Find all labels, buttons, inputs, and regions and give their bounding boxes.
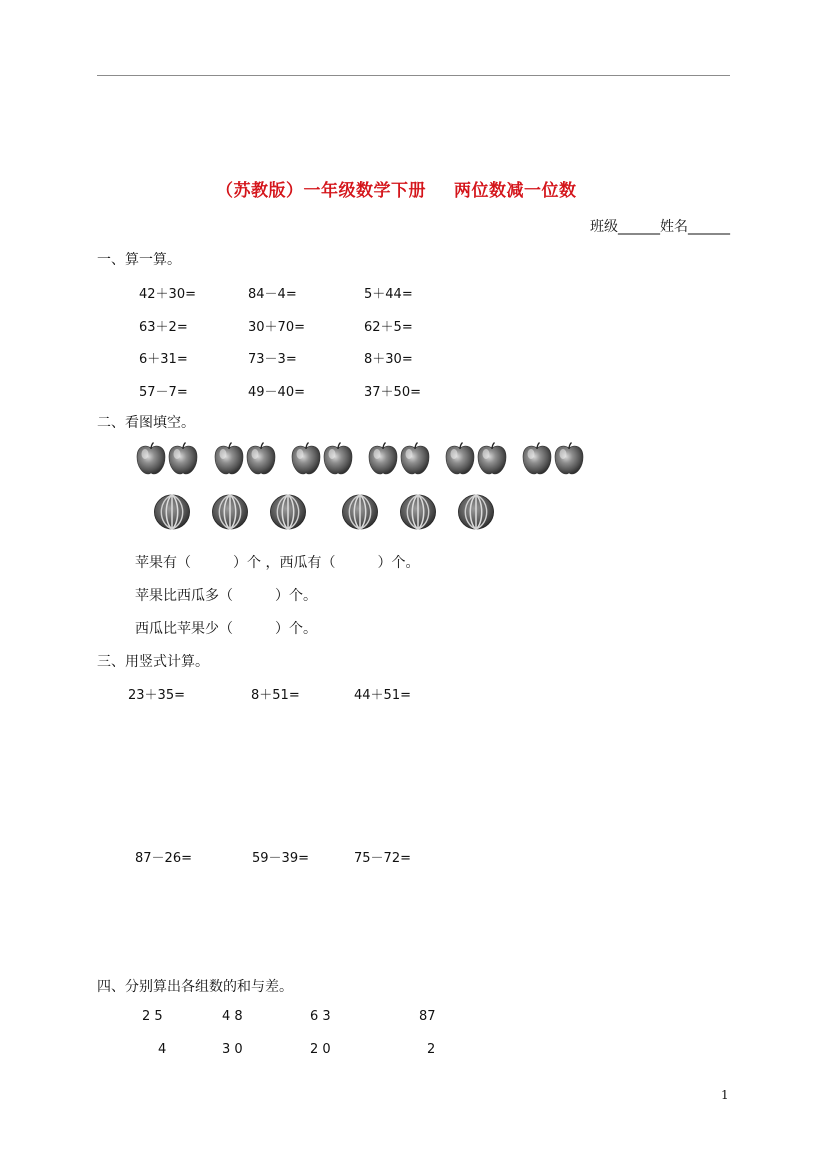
section-1-heading: 一、算一算。 xyxy=(97,252,181,268)
s4-top-1: 2 5 xyxy=(142,1009,163,1024)
s4-bottom-4: 2 xyxy=(427,1042,436,1057)
apple-icon xyxy=(523,443,551,475)
s1-r3-c2: 73－3= xyxy=(248,352,297,367)
apple-icon xyxy=(555,443,583,475)
s1-r2-c3: 62＋5= xyxy=(364,320,413,335)
fill-in-line-2: 苹果比西瓜多（ ）个。 xyxy=(135,588,317,604)
watermelon-icon xyxy=(399,493,437,535)
s4-top-4: 87 xyxy=(419,1009,436,1024)
s1-r2-c2: 30＋70= xyxy=(248,320,305,335)
s4-top-2: 4 8 xyxy=(222,1009,243,1024)
section-2-heading: 二、看图填空。 xyxy=(97,415,195,431)
apple-icon xyxy=(478,443,506,475)
s1-r3-c3: 8＋30= xyxy=(364,352,413,367)
watermelon-icon xyxy=(457,493,495,535)
fill-in-line-3: 西瓜比苹果少（ ）个。 xyxy=(135,621,317,637)
apple-icon xyxy=(446,443,474,475)
apple-pair xyxy=(290,440,354,480)
s3-r1-c1: 23＋35= xyxy=(128,688,185,703)
apple-icon xyxy=(169,443,197,475)
apple-pair xyxy=(367,440,431,480)
apple-icon xyxy=(215,443,243,475)
watermelon-icon xyxy=(341,493,379,535)
watermelon-icon xyxy=(269,493,307,535)
s1-r4-c1: 57－7= xyxy=(139,385,188,400)
s4-top-3: 6 3 xyxy=(310,1009,331,1024)
s4-bottom-1: 4 xyxy=(158,1042,167,1057)
s3-r2-c1: 87－26= xyxy=(135,851,192,866)
apple-pair xyxy=(444,440,508,480)
apple-pair xyxy=(521,440,585,480)
s1-r2-c1: 63＋2= xyxy=(139,320,188,335)
watermelon-icon xyxy=(153,493,191,535)
page-title xyxy=(216,176,577,201)
s1-r4-c3: 37＋50= xyxy=(364,385,421,400)
s4-bottom-3: 2 0 xyxy=(310,1042,331,1057)
s1-r1-c1: 42＋30= xyxy=(139,287,196,302)
s1-r4-c2: 49－40= xyxy=(248,385,305,400)
apple-icon xyxy=(137,443,165,475)
apple-icon xyxy=(247,443,275,475)
s1-r1-c2: 84－4= xyxy=(248,287,297,302)
page-number: 1 xyxy=(721,1088,729,1102)
title-part-1: （苏教版）一年级数学下册 xyxy=(216,181,426,201)
apple-pair xyxy=(213,440,277,480)
watermelon-icon xyxy=(211,493,249,535)
title-part-2: 两位数减一位数 xyxy=(454,181,577,201)
apple-icon xyxy=(401,443,429,475)
apple-pair xyxy=(135,440,199,480)
apple-icon xyxy=(324,443,352,475)
header-rule xyxy=(97,75,730,76)
apple-icon xyxy=(369,443,397,475)
class-name-line: 班级______姓名______ xyxy=(590,219,730,235)
section-4-heading: 四、分别算出各组数的和与差。 xyxy=(97,979,293,995)
section-3-heading: 三、用竖式计算。 xyxy=(97,654,209,670)
s3-r2-c3: 75－72= xyxy=(354,851,411,866)
s1-r1-c3: 5＋44= xyxy=(364,287,413,302)
apple-icon xyxy=(292,443,320,475)
fill-in-line-1: 苹果有（ ）个 ，西瓜有（ ）个。 xyxy=(135,555,420,571)
s1-r3-c1: 6＋31= xyxy=(139,352,188,367)
s3-r1-c3: 44＋51= xyxy=(354,688,411,703)
s3-r2-c2: 59－39= xyxy=(252,851,309,866)
s4-bottom-2: 3 0 xyxy=(222,1042,243,1057)
s3-r1-c2: 8＋51= xyxy=(251,688,300,703)
